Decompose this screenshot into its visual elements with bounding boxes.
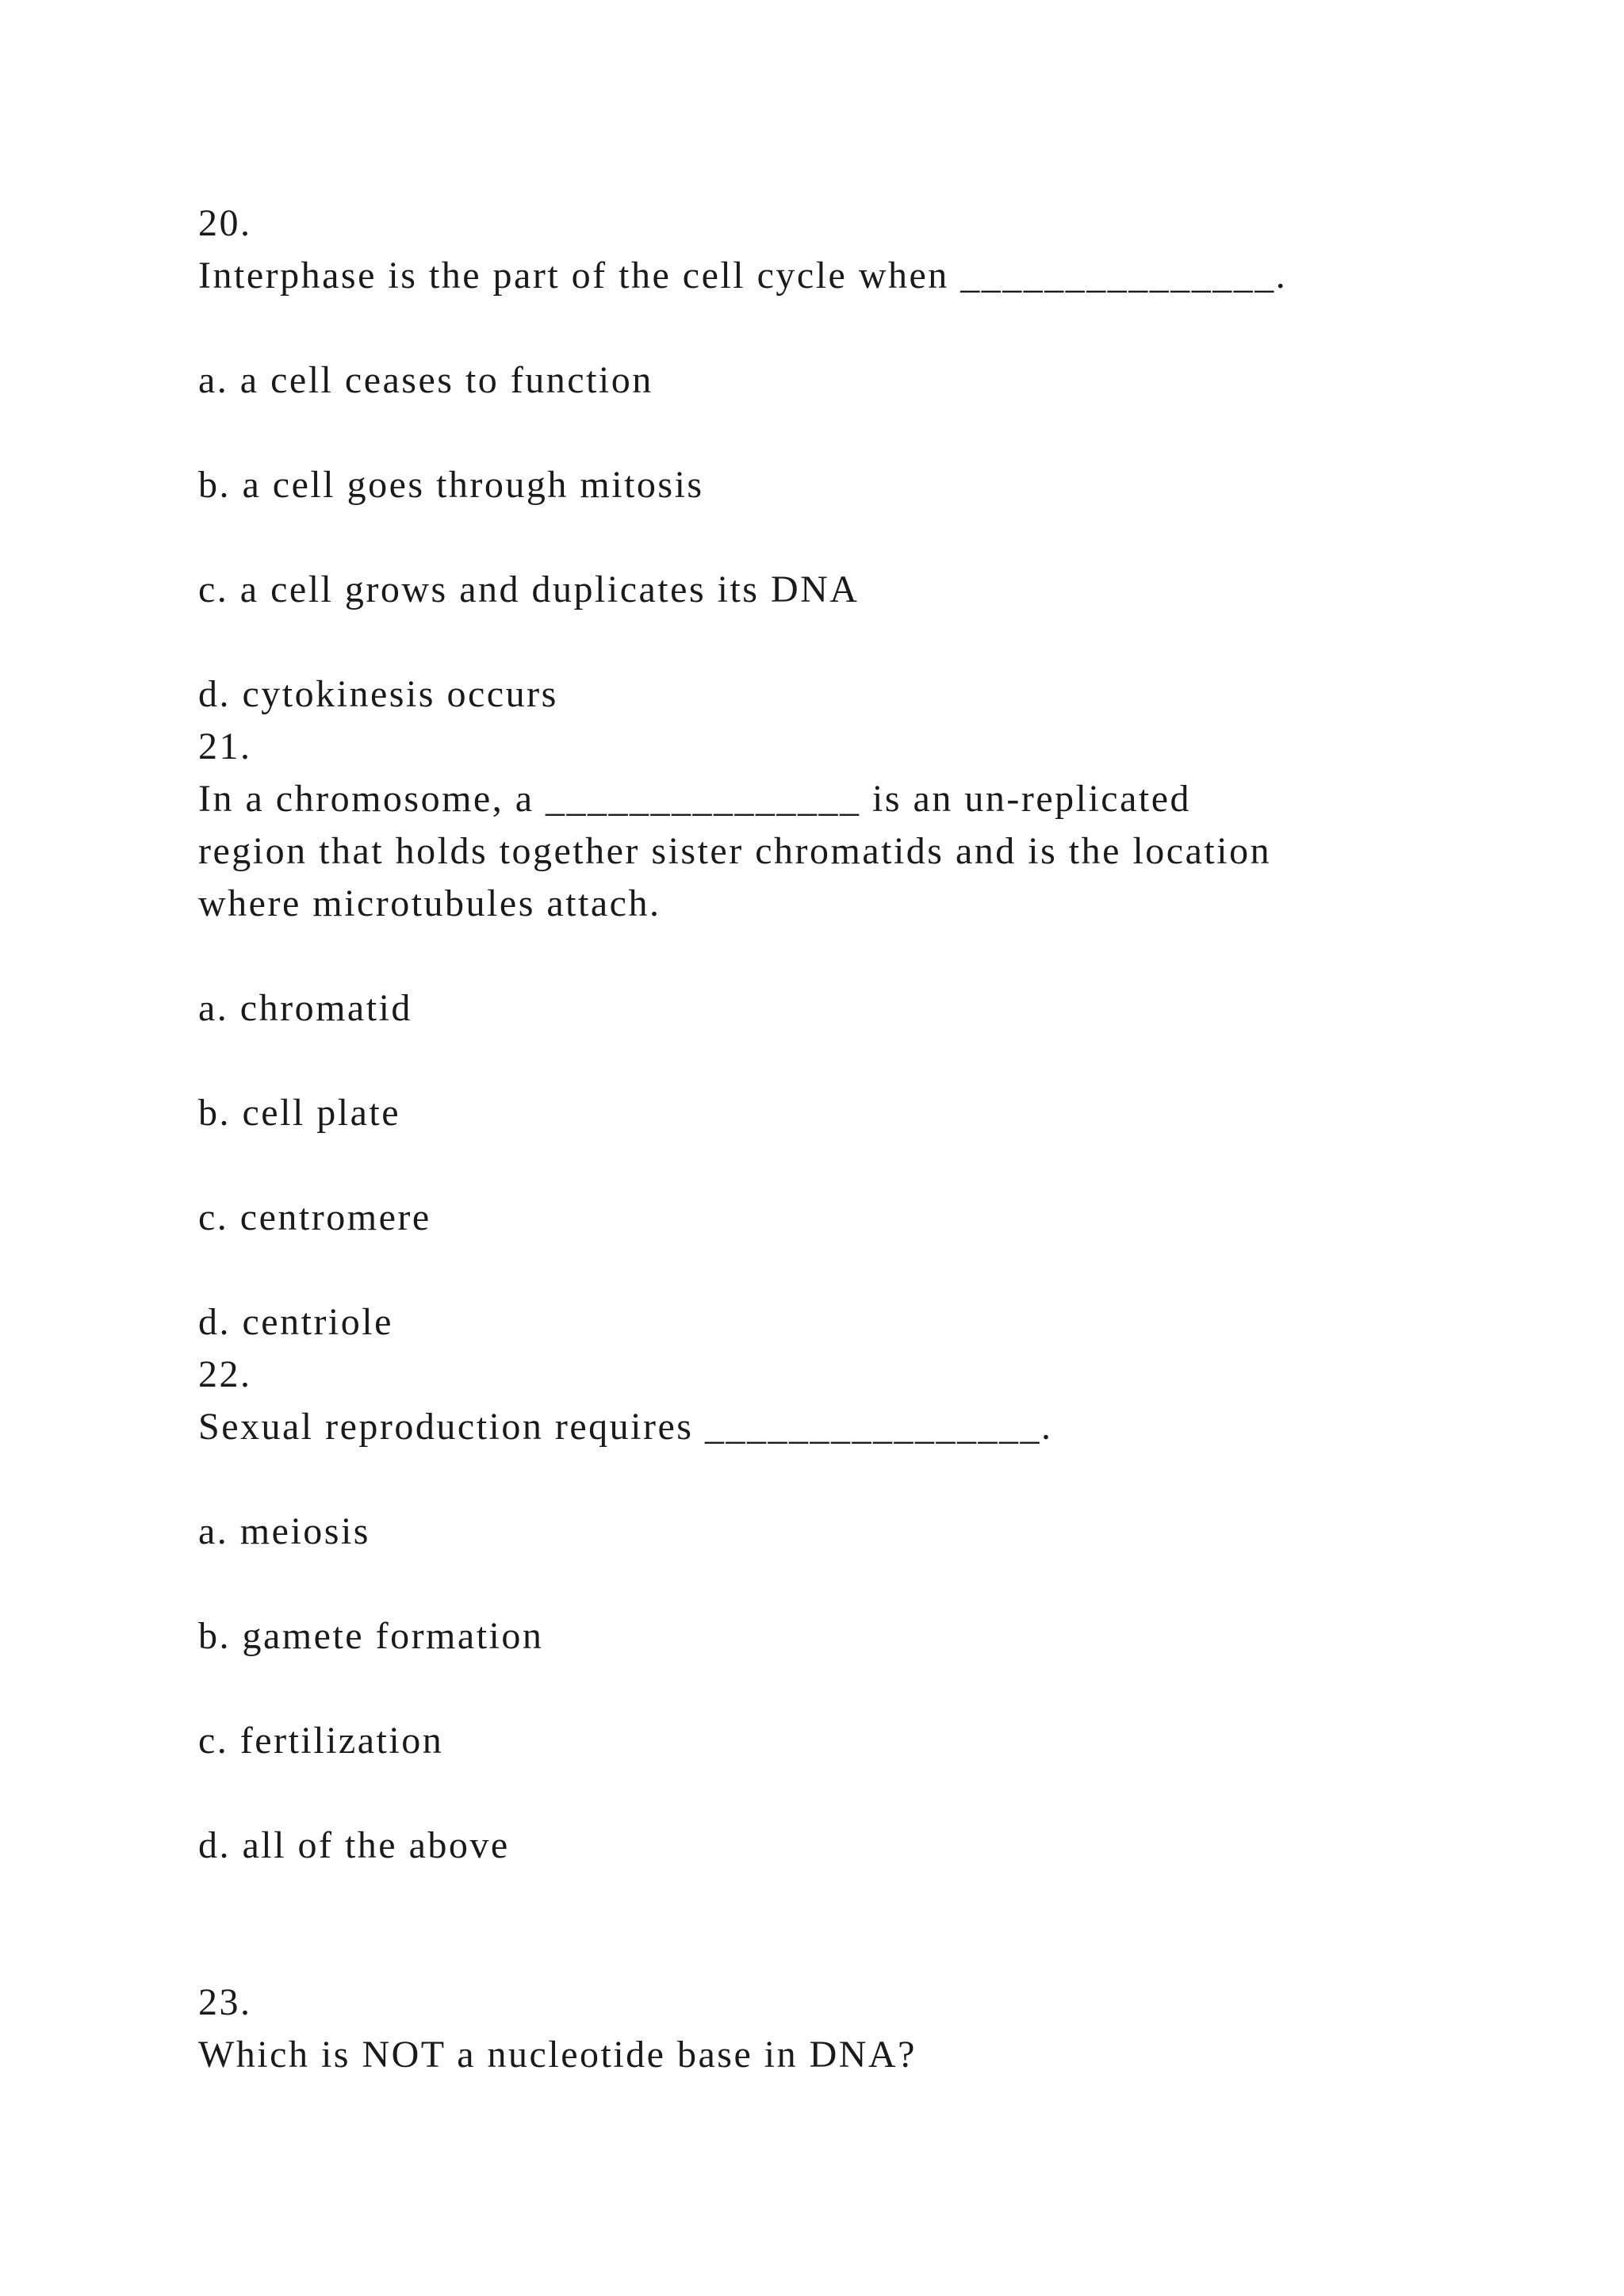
question-prompt-line: where microtubules attach. (198, 882, 661, 924)
answer-option-d: d. cytokinesis occurs (198, 673, 558, 715)
question-prompt-line: In a chromosome, a _______________ is an un-replicated (198, 778, 1192, 820)
question-prompt-line: region that holds together sister chromatids and is the location (198, 830, 1272, 872)
answer-option-c: c. fertilization (198, 1720, 444, 1762)
answer-option-b: b. a cell goes through mitosis (198, 464, 704, 506)
answer-option-a: a. chromatid (198, 987, 412, 1029)
quiz-content (198, 197, 1483, 2081)
question-prompt-line: Sexual reproduction requires ________________. (198, 1406, 1053, 1448)
answer-option-c: c. centromere (198, 1196, 431, 1238)
question-number: 20. (198, 202, 252, 244)
question-prompt-line: Interphase is the part of the cell cycle when _______________. (198, 254, 1288, 297)
question-number: 22. (198, 1353, 252, 1395)
answer-option-b: b. gamete formation (198, 1615, 544, 1657)
question-prompt-line: Which is NOT a nucleotide base in DNA? (198, 2034, 917, 2076)
question-20 (198, 197, 1483, 721)
answer-option-d: d. all of the above (198, 1824, 510, 1866)
question-22 (198, 1349, 1483, 1872)
answer-option-b: b. cell plate (198, 1092, 401, 1134)
question-21 (198, 721, 1483, 1349)
answer-option-c: c. a cell grows and duplicates its DNA (198, 568, 860, 610)
question-number: 21. (198, 725, 252, 767)
answer-option-d: d. centriole (198, 1301, 393, 1343)
answer-option-a: a. meiosis (198, 1510, 370, 1552)
answer-option-a: a. a cell ceases to function (198, 359, 653, 401)
question-number: 23. (198, 1981, 252, 2023)
question-23 (198, 1976, 1483, 2081)
